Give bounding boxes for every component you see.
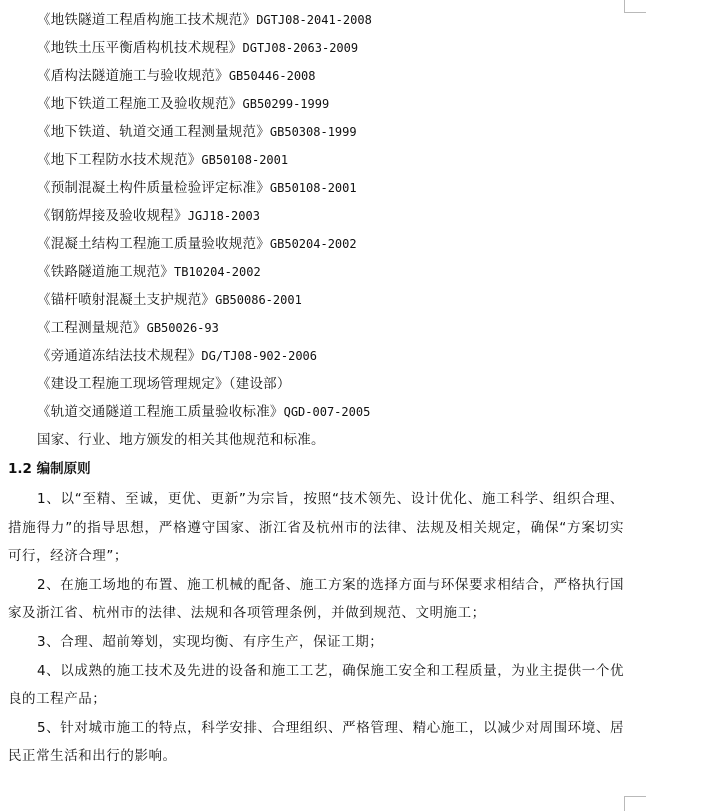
reference-item — [37, 230, 372, 258]
reference-code: GB50446-2008 — [228, 69, 316, 83]
reference-item — [37, 174, 372, 202]
reference-item — [37, 62, 372, 90]
reference-title: 《建设工程施工现场管理规定》（建设部） — [37, 376, 291, 392]
reference-item — [37, 370, 372, 398]
reference-title: 《工程测量规范》 — [37, 320, 147, 336]
reference-title: 《混凝土结构工程施工质量验收规范》 — [37, 236, 270, 252]
reference-code: GB50108-2001 — [269, 181, 357, 195]
reference-item — [37, 314, 372, 342]
principles-section — [8, 485, 624, 771]
reference-item — [37, 342, 372, 370]
reference-code: GB50108-2001 — [201, 153, 289, 167]
reference-title: 《地下工程防水技术规范》 — [37, 152, 202, 168]
reference-item — [37, 90, 372, 118]
reference-item — [37, 118, 372, 146]
reference-title: 《锚杆喷射混凝土支护规范》 — [37, 292, 216, 308]
principle-paragraph: 2、在施工场地的布置、施工机械的配备、施工方案的选择方面与环保要求相结合，严格执行国家及浙江省、杭州市的法律、法规和各项管理条例，并做到规范、文明施工； — [8, 576, 624, 622]
reference-code: DG/TJ08-902-2006 — [201, 349, 317, 363]
top-margin-corner-mark-horizontal — [624, 12, 646, 13]
reference-code: QGD-007-2005 — [283, 405, 371, 419]
reference-code: GB50299-1999 — [242, 97, 330, 111]
reference-code: DGTJ08-2063-2009 — [242, 41, 359, 55]
reference-title: 《盾构法隧道施工与验收规范》 — [37, 68, 229, 84]
reference-title: 《旁通道冻结法技术规程》 — [37, 348, 202, 364]
reference-title: 《地下铁道工程施工及验收规范》 — [37, 96, 243, 112]
principle-paragraph: 1、以“至精、至诚，更优、更新”为宗旨，按照“技术领先、设计优化、施工科学、组织合理、措施得力”的指导思想，严格遵守国家、浙江省及杭州市的法律、法规及相关规定，确保“方案切实可行，经济合理”； — [8, 491, 624, 565]
reference-item — [37, 6, 372, 34]
reference-item — [37, 398, 372, 426]
reference-standards-list — [37, 6, 372, 426]
reference-title: 《钢筋焊接及验收规程》 — [37, 208, 188, 224]
reference-item — [37, 258, 372, 286]
top-margin-corner-mark — [624, 0, 625, 12]
reference-code: TB10204-2002 — [174, 265, 261, 279]
bottom-margin-corner-mark — [624, 796, 625, 811]
reference-code: GB50026-93 — [146, 321, 219, 335]
reference-code: DGTJ08-2041-2008 — [256, 13, 372, 27]
reference-title: 《地下铁道、轨道交通工程测量规范》 — [37, 124, 270, 140]
reference-item — [37, 146, 372, 174]
reference-item — [37, 202, 372, 230]
reference-title: 《地铁隧道工程盾构施工技术规范》 — [37, 12, 257, 28]
other-standards-line: 国家、行业、地方颁发的相关其他规范和标准。 — [37, 432, 325, 448]
principle-paragraph: 5、针对城市施工的特点，科学安排、合理组织、严格管理、精心施工，以减少对周围环境、居民正常生活和出行的影响。 — [8, 719, 624, 765]
reference-item — [37, 286, 372, 314]
bottom-margin-corner-mark-horizontal — [624, 796, 646, 797]
reference-title: 《轨道交通隧道工程施工质量验收标准》 — [37, 404, 284, 420]
principle-paragraph: 4、以成熟的施工技术及先进的设备和施工工艺，确保施工安全和工程质量，为业主提供一个优良的工程产品； — [8, 662, 624, 708]
reference-item — [37, 34, 372, 62]
reference-title: 《铁路隧道施工规范》 — [37, 264, 174, 280]
reference-code: GB50204-2002 — [269, 237, 357, 251]
reference-title: 《地铁土压平衡盾构机技术规程》 — [37, 40, 243, 56]
reference-code: JGJ18-2003 — [187, 209, 260, 223]
principle-paragraph: 3、合理、超前筹划，实现均衡、有序生产，保证工期； — [37, 633, 384, 650]
section-heading: 1.2 编制原则 — [8, 461, 91, 477]
reference-code: GB50086-2001 — [215, 293, 302, 307]
reference-code: GB50308-1999 — [269, 125, 357, 139]
reference-title: 《预制混凝土构件质量检验评定标准》 — [37, 180, 270, 196]
